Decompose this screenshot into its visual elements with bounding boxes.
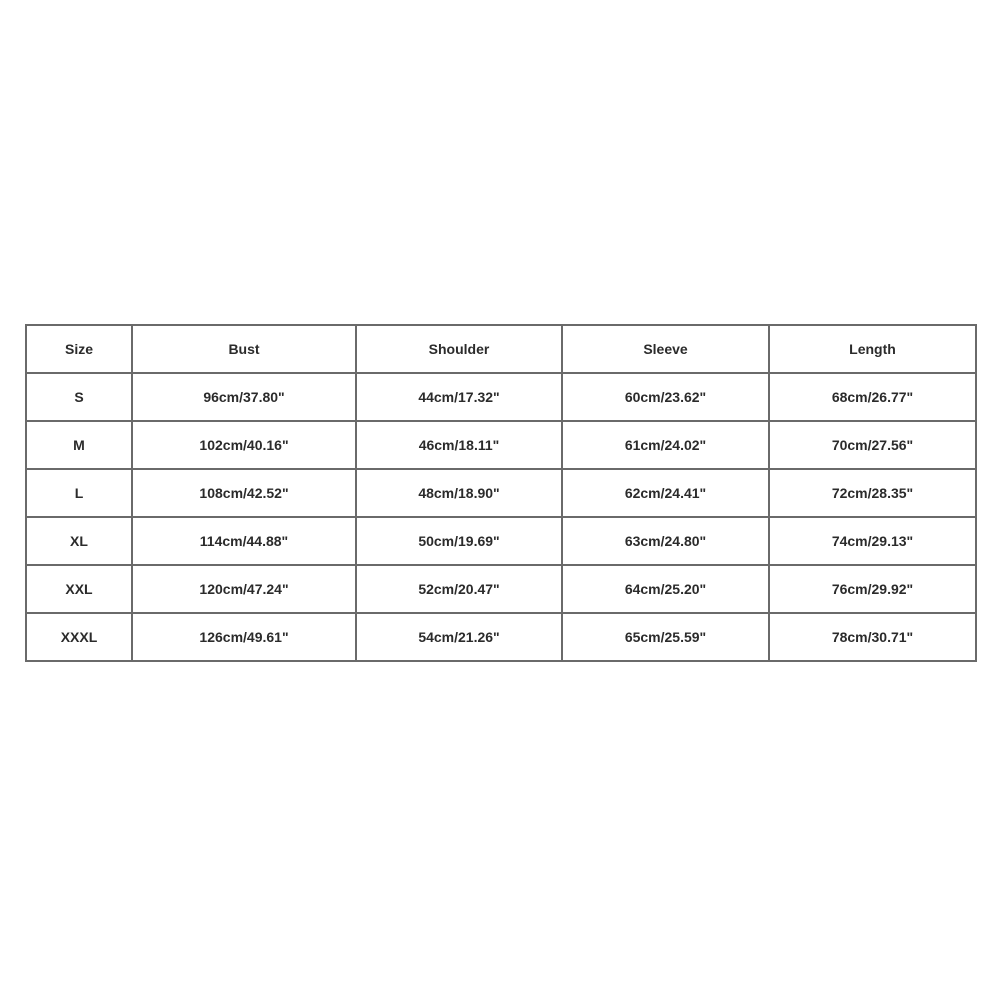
cell-sleeve: 60cm/23.62" [562,373,769,421]
cell-sleeve: 61cm/24.02" [562,421,769,469]
cell-sleeve: 64cm/25.20" [562,565,769,613]
cell-bust: 114cm/44.88" [132,517,356,565]
cell-shoulder: 46cm/18.11" [356,421,562,469]
table-row [26,373,976,421]
cell-bust: 96cm/37.80" [132,373,356,421]
cell-size: S [26,373,132,421]
cell-shoulder: 50cm/19.69" [356,517,562,565]
cell-length: 70cm/27.56" [769,421,976,469]
cell-sleeve: 63cm/24.80" [562,517,769,565]
cell-size: XXL [26,565,132,613]
cell-bust: 120cm/47.24" [132,565,356,613]
cell-size: XXXL [26,613,132,661]
cell-sleeve: 65cm/25.59" [562,613,769,661]
cell-size: XL [26,517,132,565]
cell-shoulder: 54cm/21.26" [356,613,562,661]
cell-size: M [26,421,132,469]
table-row [26,613,976,661]
cell-length: 72cm/28.35" [769,469,976,517]
table-header-row [26,325,976,373]
cell-length: 78cm/30.71" [769,613,976,661]
header-bust: Bust [132,325,356,373]
cell-bust: 126cm/49.61" [132,613,356,661]
cell-length: 68cm/26.77" [769,373,976,421]
cell-shoulder: 44cm/17.32" [356,373,562,421]
cell-sleeve: 62cm/24.41" [562,469,769,517]
table-row [26,469,976,517]
cell-size: L [26,469,132,517]
table-row [26,517,976,565]
cell-shoulder: 52cm/20.47" [356,565,562,613]
header-shoulder: Shoulder [356,325,562,373]
table-row [26,421,976,469]
table-row [26,565,976,613]
cell-bust: 102cm/40.16" [132,421,356,469]
header-length: Length [769,325,976,373]
header-size: Size [26,325,132,373]
cell-length: 74cm/29.13" [769,517,976,565]
cell-length: 76cm/29.92" [769,565,976,613]
cell-shoulder: 48cm/18.90" [356,469,562,517]
cell-bust: 108cm/42.52" [132,469,356,517]
header-sleeve: Sleeve [562,325,769,373]
size-chart-table [25,324,977,662]
